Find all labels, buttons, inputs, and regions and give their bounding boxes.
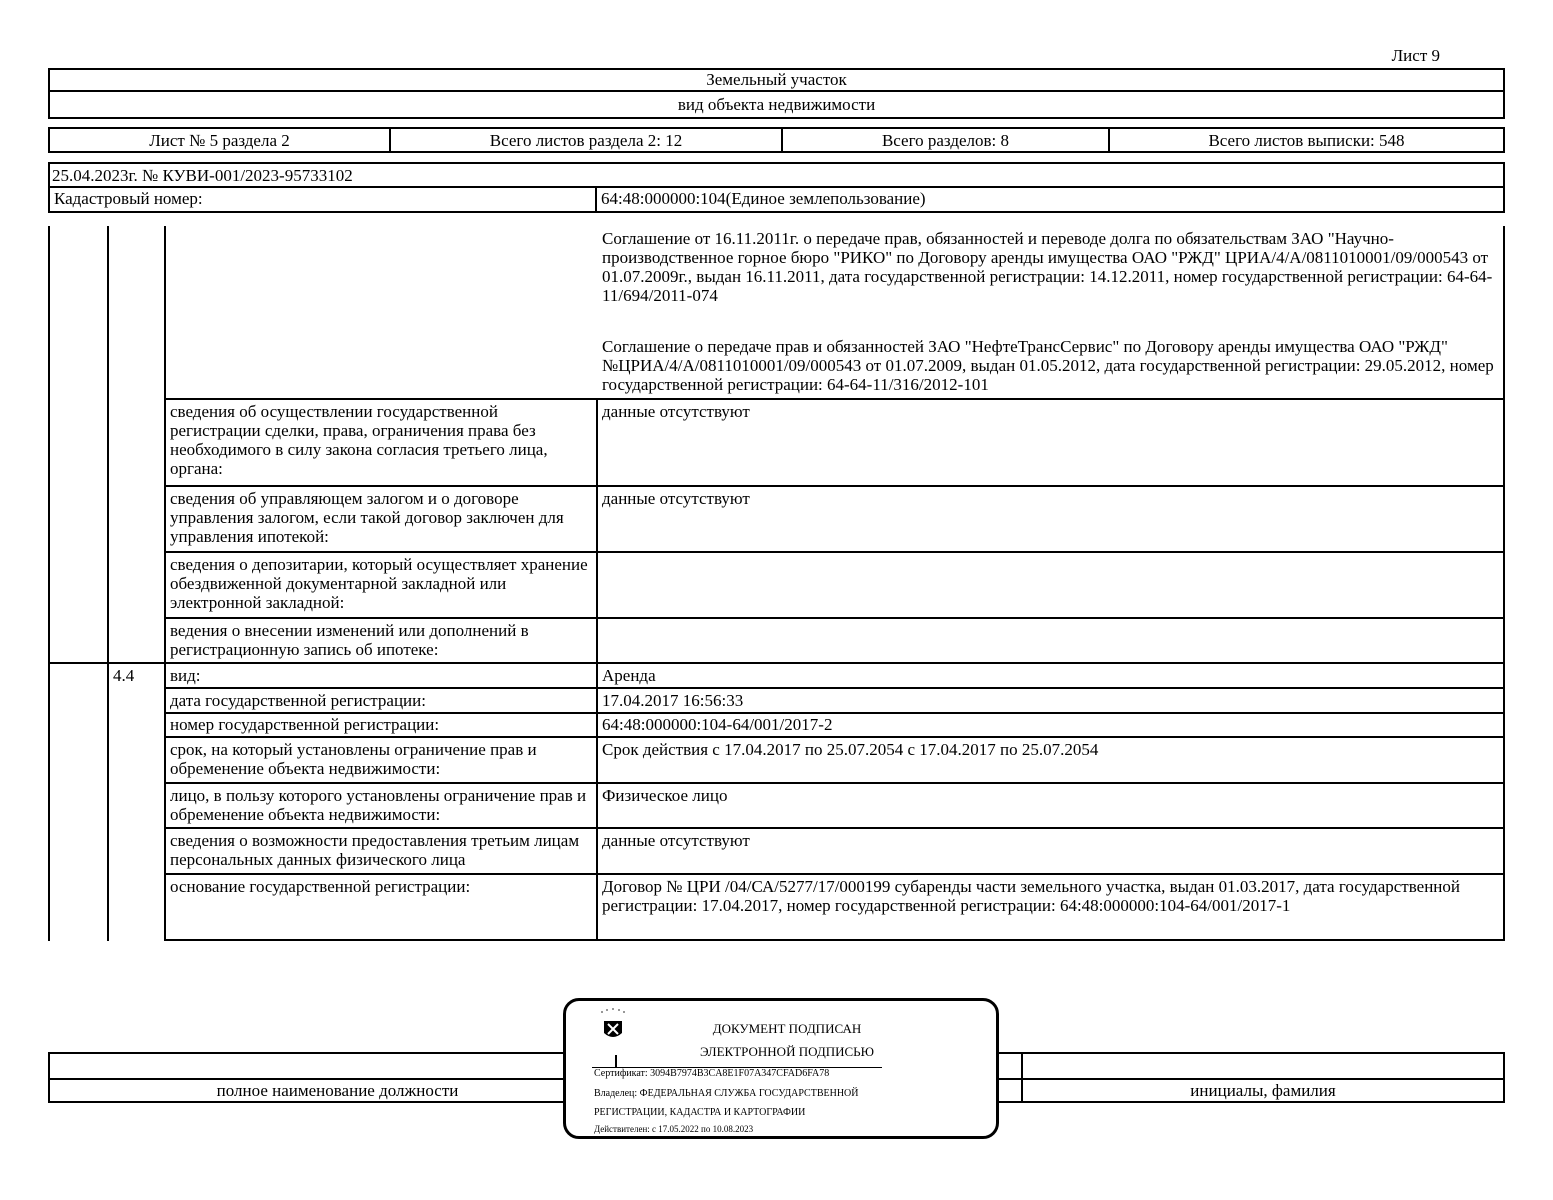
row-label-registration-basis: основание государственной регистрации:: [170, 877, 471, 896]
stamp-title-line2: ЭЛЕКТРОННОЙ ПОДПИСЬЮ: [700, 1044, 874, 1059]
section-number: 4.4: [113, 666, 135, 685]
row-value-beneficiary: Физическое лицо: [602, 786, 728, 805]
stamp-title-line1: ДОКУМЕНТ ПОДПИСАН: [712, 1021, 862, 1036]
row-value-pledge-manager: данные отсутствуют: [602, 489, 750, 508]
name-caption: инициалы, фамилия: [1190, 1081, 1336, 1100]
sheet-number: Лист 9: [1391, 46, 1440, 65]
row-label-depository: сведения о депозитарии, который осуществляет хранение обездвиженной документарной закладной или электронной закладной:: [170, 555, 588, 612]
row-value-registration-no-consent: данные отсутствуют: [602, 402, 750, 421]
electronic-signature-stamp: [563, 998, 999, 1139]
row-value-type: Аренда: [602, 666, 656, 685]
row-label-registration-date: дата государственной регистрации:: [170, 691, 426, 710]
sheet-of-section: Лист № 5 раздела 2: [50, 129, 391, 151]
stamp-valid: Действителен: с 17.05.2022 по 10.08.2023: [594, 1124, 754, 1134]
cadastral-row: [48, 188, 1505, 213]
object-type-caption: вид объекта недвижимости: [48, 92, 1505, 119]
row-label-term: срок, на который установлены ограничение прав и обременение объекта недвижимости:: [170, 740, 537, 778]
stamp-certificate: Сертификат: 3094B7974B3CA8E1F07A347CFAD6FA78: [594, 1068, 830, 1079]
row-value-registration-number: 64:48:000000:104-64/001/2017-2: [602, 715, 833, 734]
table-border-right: [1503, 226, 1505, 941]
position-caption: полное наименование должности: [216, 1081, 459, 1100]
table-border-left: [48, 226, 50, 941]
row-label-registration-no-consent: сведения об осуществлении государственной регистрации сделки, права, ограничения права без необходимого в силу закона согласия третьего лица, органа:: [170, 402, 548, 478]
row-value-registration-basis: Договор № ЦРИ /04/СА/5277/17/000199 субаренды части земельного участка, выдан 01.03.2017, дата государственной регистрации: 17.04.2017, номер государственной регистрации: 64:48:000000:104-64/001/2017-1: [602, 877, 1460, 915]
stamp-owner-line2: РЕГИСТРАЦИИ, КАДАСТРА И КАРТОГРАФИИ: [594, 1107, 806, 1118]
row-value-term: Срок действия с 17.04.2017 по 25.07.2054 с 17.04.2017 по 25.07.2054: [602, 740, 1099, 759]
row-label-personal-data: сведения о возможности предоставления третьим лицам персональных данных физического лица: [170, 831, 580, 869]
object-name: Земельный участок: [48, 68, 1505, 92]
total-sheets-section: Всего листов раздела 2: 12: [391, 129, 783, 151]
cadastral-value: 64:48:000000:104(Единое землепользование): [601, 189, 926, 208]
agreement-text-2: Соглашение о передаче прав и обязанностей ЗАО "НефтеТрансСервис" по Договору аренды имущества ОАО "РЖД" №ЦРИА/4/А/0811010001/09/000543 от 01.07.2009, выдан 01.05.2012, дата государственной регистрации: 29.05.2012, номер государственной регистрации: 64-64-11/316/2012-101: [602, 337, 1494, 394]
row-label-beneficiary: лицо, в пользу которого установлены ограничение прав и обременение объекта недвижимости:: [170, 786, 587, 824]
row-label-pledge-manager: сведения об управляющем залогом и о договоре управления залогом, если такой договор заключен для управления ипотекой:: [170, 489, 564, 546]
row-label-mortgage-changes: ведения о внесении изменений или дополнений в регистрационную запись об ипотеке:: [170, 621, 529, 659]
sheet-info-row: [48, 127, 1505, 153]
table-divider-number: [107, 226, 109, 941]
total-sheets-extract: Всего листов выписки: 548: [1208, 131, 1405, 150]
row-label-type: вид:: [170, 666, 201, 685]
total-sections: Всего разделов: 8: [783, 129, 1110, 151]
row-value-personal-data: данные отсутствуют: [602, 831, 750, 850]
row-value-registration-date: 17.04.2017 16:56:33: [602, 691, 744, 710]
stamp-owner-line1: Владелец: ФЕДЕРАЛЬНАЯ СЛУЖБА ГОСУДАРСТВЕННОЙ: [594, 1088, 859, 1099]
agreement-text-1: Соглашение от 16.11.2011г. о передаче прав, обязанностей и переводе долга по обязательствам ЗАО "Научно-производственное горное бюро "РИКО" по Договору аренды имущества ОАО "РЖД" ЦРИА/4/А/0811010001/09/000543 от 01.07.2009г., выдан 16.11.2011, дата государственной регистрации: 14.12.2011, номер государственной регистрации: 64-64-11/694/2011-074: [602, 229, 1493, 305]
cadastral-label: Кадастровый номер:: [52, 188, 597, 211]
row-label-registration-number: номер государственной регистрации:: [170, 715, 440, 734]
extract-date-number: 25.04.2023г. № КУВИ-001/2023-95733102: [48, 162, 1505, 188]
